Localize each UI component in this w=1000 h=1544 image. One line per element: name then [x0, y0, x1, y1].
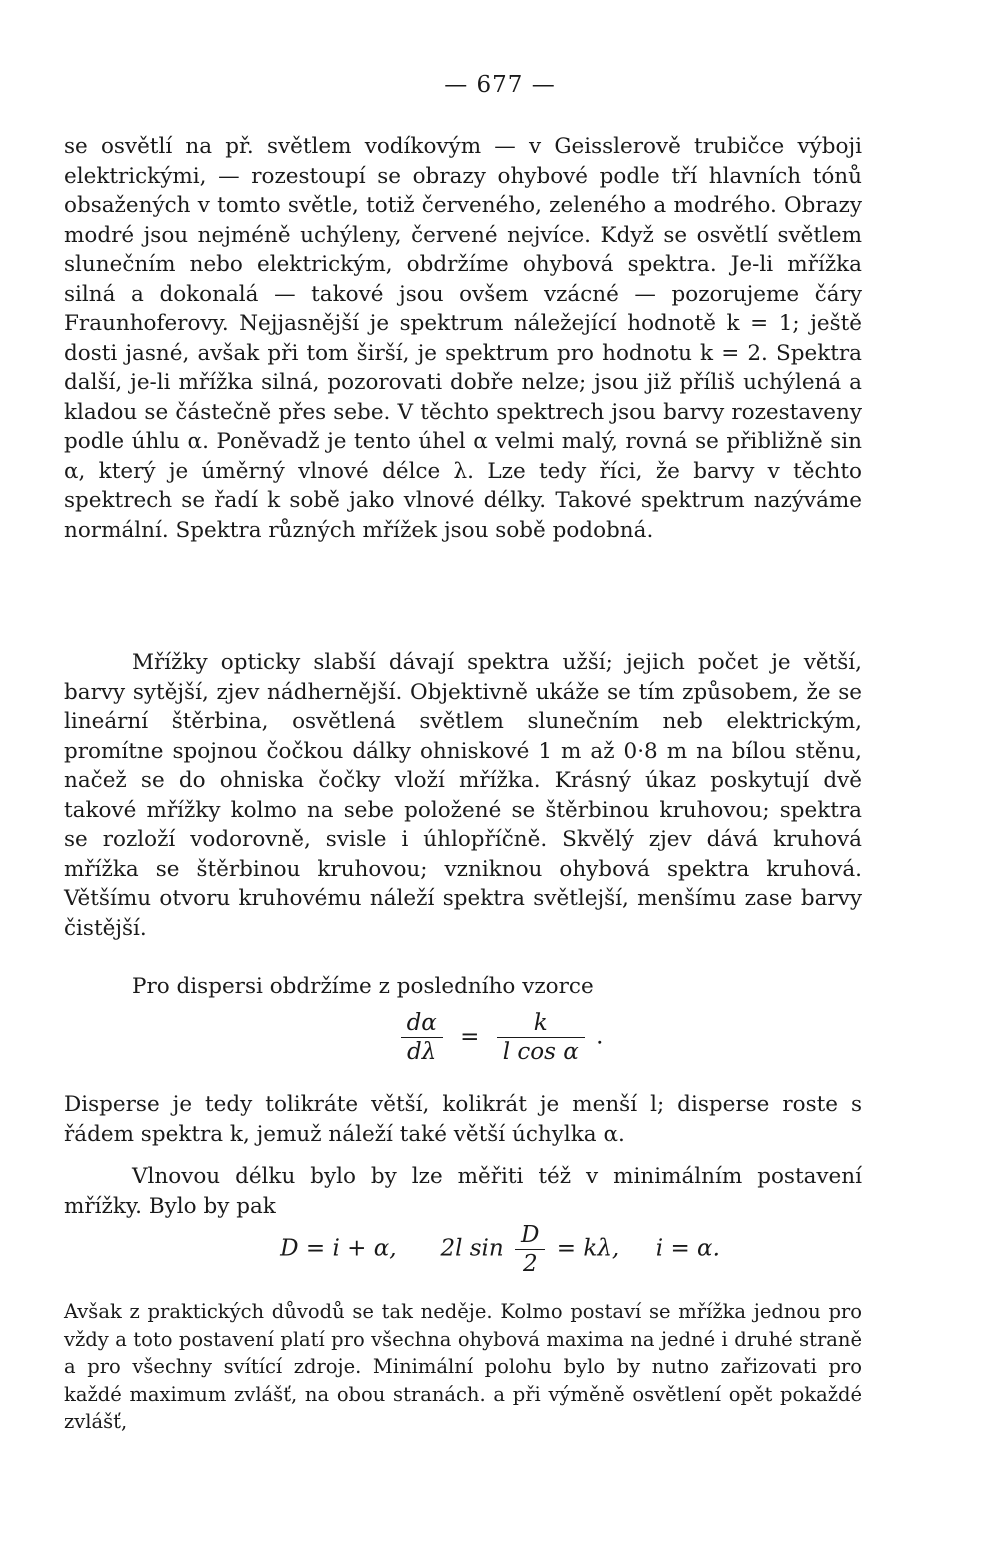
paragraph-4: Disperse je tedy tolikráte větší, kolikrát je menší l; disperse roste s řádem spektra k, jemuž náleží také větší úchylka α.: [64, 1092, 862, 1147]
fraction-numerator: k: [497, 1010, 585, 1038]
paragraph-3: Pro dispersi obdržíme z posledního vzorce: [132, 974, 594, 999]
fraction-rhs: [497, 1010, 585, 1065]
fraction-numerator: dα: [401, 1010, 443, 1038]
fraction-denominator: l cos α: [502, 1039, 579, 1065]
paragraph-1: se osvětlí na př. světlem vodíkovým — v Geisslerově trubičce výboji elektrickými, — rozestoupí se obrazy ohybové podle tří hlavních tónů obsažených v tomto světle, totiž červeného, zeleného a modrého. Obrazy modré jsou nejméně uchýleny, červené nejvíce. Když se osvětlí světlem slunečním nebo elektrickým, obdržíme ohybová spektra. Je-li mřížka silná a dokonalá — takové jsou ovšem vzácné — pozorujeme čáry Fraunhoferovy. Nejjasnější je spektrum náležející hodnotě k = 1; ještě dosti jasné, avšak při tom širší, je spektrum pro hodnotu k = 2. Spektra další, je-li mřížka silná, pozorovati dobře nelze; jsou již příliš uchýlená a kladou se částečně přes sebe. V těchto spektrech jsou barvy rozestaveny podle úhlu α. Poněvadž je tento úhel α velmi malý, rovná se přibližně sin α, který je úměrný vlnové délce λ. Lze tedy říci, že barvy v těchto spektrech se řadí k sobě jako vlnové délky. Takové spektrum nazýváme normální. Spektra různých mřížek jsou sobě podobná.: [64, 134, 862, 543]
fraction-lhs: [401, 1010, 443, 1065]
page-number: — 677 —: [444, 72, 556, 98]
equation-part-2-pre: 2l sin: [440, 1235, 504, 1262]
equation-end: .: [596, 1023, 604, 1050]
fraction-denominator: dλ: [407, 1039, 437, 1065]
equation-part-1: D = i + α,: [280, 1235, 397, 1262]
fraction-denominator: 2: [522, 1251, 538, 1277]
equation-part-2-post: = kλ,: [556, 1235, 620, 1262]
equation-part-3: i = α.: [655, 1235, 720, 1262]
paragraph-6: Avšak z praktických důvodů se tak neděje. Kolmo postaví se mřížka jednou pro vždy a toto postavení platí pro všechna ohybová maxima na jedné i druhé straně a pro všechny svítící zdroje. Minimální polohu bylo by nutno zařizovati pro každé maximum zvlášť, na obou stranách. a při výměně osvětlení opět pokaždé zvlášť,: [64, 1300, 862, 1433]
equation-minimum-position: [0, 1222, 1000, 1277]
equals-sign: =: [460, 1023, 480, 1050]
paragraph-5: Vlnovou délku bylo by lze měřiti též v minimálním postavení mřížky. Bylo by pak: [64, 1164, 862, 1219]
fraction-d-over-2: [515, 1222, 545, 1277]
equation-dispersion: [0, 1010, 1000, 1065]
paragraph-2: Mřížky opticky slabší dávají spektra užší; jejich počet je větší, barvy sytější, zjev nádhernější. Objektivně ukáže se tím způsobem, že se lineární štěrbina, osvětlená světlem slunečním neb elektrickým, promítne spojnou čočkou dálky ohniskové 1 m až 0·8 m na bílou stěnu, načež se do ohniska čočky vloží mřížka. Krásný úkaz poskytují dvě takové mřížky kolmo na sebe položené se štěrbinou kruhovou; spektra se rozloží vodorovně, svisle i úhlopříčně. Skvělý zjev dává kruhová mřížka se štěrbinou kruhovou; vzniknou ohybová spektra kruhová. Většímu otvoru kruhovému náleží spektra světlejší, menšímu zase barvy čistější.: [64, 650, 862, 941]
fraction-numerator: D: [515, 1222, 545, 1250]
